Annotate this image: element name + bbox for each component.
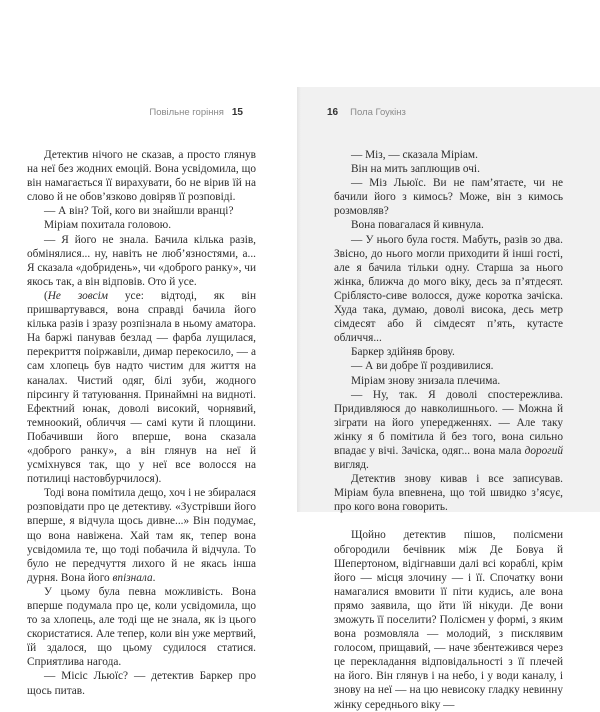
paragraph-text: — Ну, так. Я доволі спостережлива. Придивляюся до навколишнього. — Можна й зіграти на його упередженнях. — Але таку жінку я б помітила й без того, вона сильно впадає у вічі. Зачіска, одяг... вона мала: [334, 388, 563, 457]
emphasis: дорогий: [524, 444, 563, 457]
left-page-body: [27, 148, 256, 698]
right-page: [297, 87, 600, 711]
author-name: Пола Гоукінз: [350, 107, 406, 118]
paragraph: Міріам знову знизала плечима.: [351, 374, 501, 387]
running-head-left: [149, 107, 251, 118]
paragraph: У цьому була певна можливість. Вона вперше подумала про це, коли усвідомила, що то за хлопець, але тоді ще не знала, як із цього скористатися. Але тепер, коли він уже мертвий, їй здалося, що цьому судилося статися. Сприятлива нагода.: [27, 585, 256, 669]
page-number: 15: [231, 107, 243, 118]
paragraph: Детектив нічого не сказав, а просто глянув на неї без жодних емоцій. Вона усвідомила, що він намагається її вирахувати, бо не вірив їй на слово й не обов’язково довіряв її розповіді.: [27, 149, 256, 204]
paragraph: — А ви добре її роздивилися.: [351, 360, 494, 373]
paren: (: [44, 289, 48, 302]
book-title: Повільне горіння: [149, 107, 224, 118]
emphasis: впізнала: [112, 571, 153, 584]
paragraph: — Міз Льюїс. Ви не пам’ятаєте, чи не бачили його з кимось? Може, він з кимось розмовляв?: [334, 177, 563, 218]
emphasis: Не зовсім: [47, 289, 108, 302]
paragraph: — Міз, — сказала Міріам.: [351, 149, 478, 161]
paragraph-text: вигляд.: [334, 459, 369, 472]
paragraph-italic-aside: [27, 289, 256, 486]
paragraph: — А він? Той, кого ви знайшли вранці?: [44, 205, 234, 218]
paragraph: — Місіс Льюїс? — детектив Баркер про щось питав.: [27, 670, 256, 697]
running-head-right: [327, 107, 406, 118]
paragraph-after-section-break: Щойно детектив пішов, полісмени обгородили бечівник між Де Бовуа й Шепертоном, відігнавши далі всі кораблі, крім його — місця злочину — і її. Спочатку вони намагалися вмовити її піти кудись, але вона прямо заявила, що йти їй нікуди. Де вони зможуть її поселити? Полісмен у формі, з яким вона розмовляла — молодий, з писклявим голосом, прищавий, — наче збентежився через це перекладання відповідальності з її плечей на його. Він глянув і на небо, і у води каналу, і знову на неї — на цю невисоку гладку невинну жінку середнього віку —: [334, 529, 563, 711]
paragraph: [334, 388, 563, 473]
paragraph: Він на мить заплющив очі.: [351, 163, 480, 176]
paragraph: Вона повагалася й кивнула.: [351, 219, 484, 232]
paragraph: Детектив знову кивав і все записував. Міріам була впевнена, що той швидко з’ясує, про кого вона говорить.: [334, 473, 563, 514]
paragraph-text: Тоді вона помітила дещо, хоч і не збиралася розповідати про це детективу. «Зустрівши його вперше, я відчула щось дивне...» Він подумає, що вона навіжена. Хай там як, тепер вона усвідомила те, що тоді побачила й відчула. То було не передчуття лихого й не якась інша дурня. Вона його: [27, 487, 256, 584]
paragraph: Баркер здійняв брову.: [351, 346, 455, 359]
paragraph: [27, 486, 256, 585]
paragraph: — Я його не знала. Бачила кілька разів, обмінялися... ну, навіть не люб’язностями, а... Я сказала «добридень», чи «доброго ранку», чи якось так, а він відповів. Ото й усе.: [27, 233, 256, 288]
page-number: 16: [327, 107, 339, 118]
left-page: [0, 87, 297, 697]
paragraph-text: усе: відтоді, як він пришвартувався, вона справді бачила його кілька разів і зразу розпізнала в ньому аматора. На баржі панував безлад — фарба лущилася, перекриття поіржавіли, димар перекосило, — а сам хлопець був надто чистим для життя на каналах. Чистий одяг, білі зуби, жодного пірсингу й татуювання. Принаймні на видноті. Ефектний юнак, доволі високий, чорнявий, темноокий, обличчя — самі кути й площини. Побачивши його вперше, вона сказала «доброго ранку», а він глянув на неї й усміхнувся так, що у неї все волосся на потилиці настовбурчилося).: [27, 289, 256, 486]
punct: .: [152, 571, 156, 584]
paragraph: — У нього була гостя. Мабуть, разів зо два. Звісно, до нього могли приходити й інші гості, але я бачила тільки одну. Старша за нього жінка, ближча до мого віку, десь за п’ятдесят. Сріблясто-сиве волосся, дуже коротка зачіска. Худа така, думаю, доволі висока, десь метр сімдесят або й сімдесят п’ять, кутасте обличчя...: [334, 233, 563, 345]
right-page-body: [334, 148, 563, 712]
paragraph: Міріам похитала головою.: [44, 219, 172, 232]
